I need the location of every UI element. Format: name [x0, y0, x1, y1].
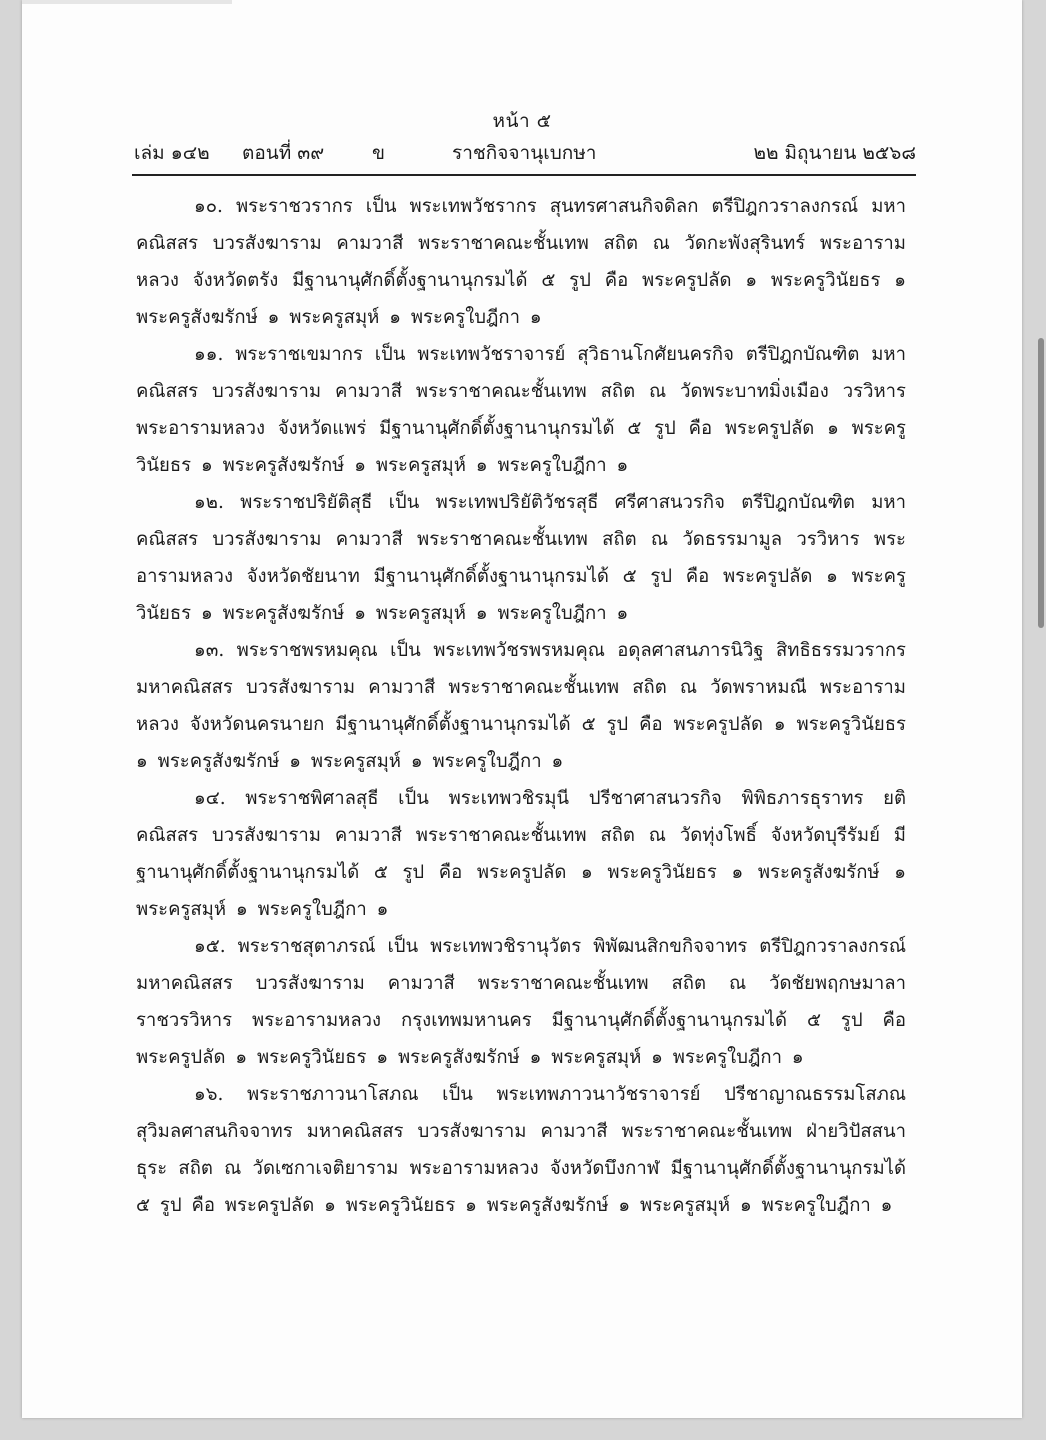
paragraph-13: ๑๓. พระราชพรหมคุณ เป็น พระเทพวัชรพรหมคุณ อดุลศาสนภารนิวิฐ สิทธิธรรมวรากร มหาคณิสสร บวรสังฆาราม คามวาสี พระราชาคณะชั้นเทพ สถิต ณ วัดพราหมณี พระอารามหลวง จังหวัดนครนายก มีฐานานุศักดิ์ตั้งฐานานุกรมได้ ๕ รูป คือ พระครูปลัด ๑ พระครูวินัยธร ๑ พระครูสังฆรักษ์ ๑ พระครูสมุห์ ๑ พระครูใบฎีกา ๑ [136, 640, 906, 772]
gazette-name: ราชกิจจานุเบกษา [452, 142, 597, 164]
volume-label: เล่ม ๑๔๒ [134, 142, 210, 164]
section-label: ข [372, 142, 385, 164]
page-number: หน้า ๕ [492, 110, 552, 132]
paragraph-16: ๑๖. พระราชภาวนาโสภณ เป็น พระเทพภาวนาวัชราจารย์ ปรีชาญาณธรรมโสภณ สุวิมลศาสนกิจจาทร มหาคณิสสร บวรสังฆาราม คามวาสี พระราชาคณะชั้นเทพ ฝ่ายวิปัสสนาธุระ สถิต ณ วัดเซกาเจติยาราม พระอารามหลวง จังหวัดบึงกาฬ มีฐานานุศักดิ์ตั้งฐานานุกรมได้ ๕ รูป คือ พระครูปลัด ๑ พระครูวินัยธร ๑ พระครูสังฆรักษ์ ๑ พระครูสมุห์ ๑ พระครูใบฎีกา ๑ [136, 1084, 906, 1216]
vertical-scrollbar-thumb[interactable] [1038, 338, 1044, 628]
gazette-header [134, 138, 916, 166]
paragraph-11: ๑๑. พระราชเขมากร เป็น พระเทพวัชราจารย์ สุวิธานโกศัยนครกิจ ตรีปิฎกบัณฑิต มหาคณิสสร บวรสังฆาราม คามวาสี พระราชาคณะชั้นเทพ สถิต ณ วัดพระบาทมิ่งเมือง วรวิหาร พระอารามหลวง จังหวัดแพร่ มีฐานานุศักดิ์ตั้งฐานานุกรมได้ ๕ รูป คือ พระครูปลัด ๑ พระครูวินัยธร ๑ พระครูสังฆรักษ์ ๑ พระครูสมุห์ ๑ พระครูใบฎีกา ๑ [136, 344, 906, 476]
issue-label: ตอนที่ ๓๙ [242, 142, 325, 164]
issue-date: ๒๒ มิถุนายน ๒๕๖๘ [753, 142, 916, 164]
paragraph-15: ๑๕. พระราชสุตาภรณ์ เป็น พระเทพวชิรานุวัตร พิพัฒนสิกขกิจจาทร ตรีปิฎกวราลงกรณ์ มหาคณิสสร บวรสังฆาราม คามวาสี พระราชาคณะชั้นเทพ สถิต ณ วัดชัยพฤกษมาลา ราชวรวิหาร พระอารามหลวง กรุงเทพมหานคร มีฐานานุศักดิ์ตั้งฐานานุกรมได้ ๕ รูป คือ พระครูปลัด ๑ พระครูวินัยธร ๑ พระครูสังฆรักษ์ ๑ พระครูสมุห์ ๑ พระครูใบฎีกา ๑ [136, 936, 906, 1068]
document-body [136, 188, 906, 1224]
paragraph-10: ๑๐. พระราชวรากร เป็น พระเทพวัชรากร สุนทรศาสนกิจดิลก ตรีปิฎกวราลงกรณ์ มหาคณิสสร บวรสังฆาราม คามวาสี พระราชาคณะชั้นเทพ สถิต ณ วัดกะพังสุรินทร์ พระอารามหลวง จังหวัดตรัง มีฐานานุศักดิ์ตั้งฐานานุกรมได้ ๕ รูป คือ พระครูปลัด ๑ พระครูวินัยธร ๑ พระครูสังฆรักษ์ ๑ พระครูสมุห์ ๑ พระครูใบฎีกา ๑ [136, 196, 906, 328]
paragraph-14: ๑๔. พระราชพิศาลสุธี เป็น พระเทพวชิรมุนี ปรีชาศาสนวรกิจ พิพิธภารธุราทร ยติคณิสสร บวรสังฆาราม คามวาสี พระราชาคณะชั้นเทพ สถิต ณ วัดทุ่งโพธิ์ จังหวัดบุรีรัมย์ มีฐานานุศักดิ์ตั้งฐานานุกรมได้ ๕ รูป คือ พระครูปลัด ๑ พระครูวินัยธร ๑ พระครูสังฆรักษ์ ๑ พระครูสมุห์ ๑ พระครูใบฎีกา ๑ [136, 788, 906, 920]
top-edge-strip [22, 0, 232, 4]
paragraph-12: ๑๒. พระราชปริยัติสุธี เป็น พระเทพปริยัติวัชรสุธี ศรีศาสนวรกิจ ตรีปิฎกบัณฑิต มหาคณิสสร บวรสังฆาราม คามวาสี พระราชาคณะชั้นเทพ สถิต ณ วัดธรรมามูล วรวิหาร พระอารามหลวง จังหวัดชัยนาท มีฐานานุศักดิ์ตั้งฐานานุกรมได้ ๕ รูป คือ พระครูปลัด ๑ พระครูวินัยธร ๑ พระครูสังฆรักษ์ ๑ พระครูสมุห์ ๑ พระครูใบฎีกา ๑ [136, 492, 906, 624]
header-divider [132, 174, 916, 176]
document-page[interactable] [22, 0, 1022, 1418]
